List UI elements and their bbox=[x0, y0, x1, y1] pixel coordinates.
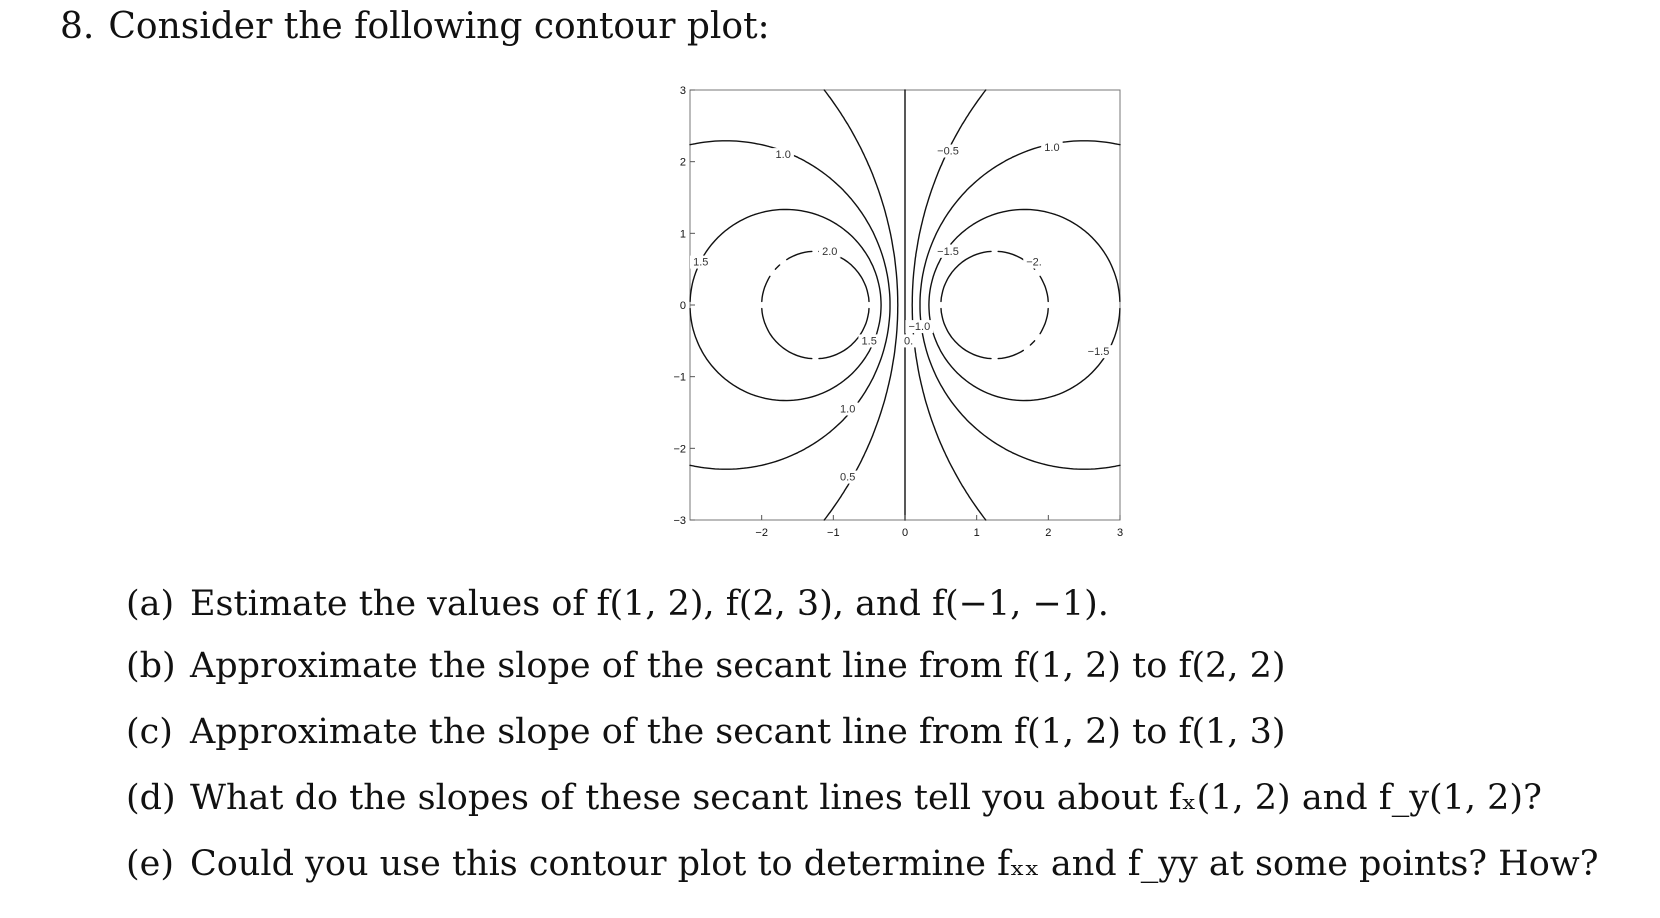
question-text: Approximate the slope of the secant line from f(1, 2) to f(1, 3) bbox=[190, 712, 1286, 752]
question-a bbox=[126, 584, 1109, 624]
question-text: Estimate the values of f(1, 2), f(2, 3), and f(−1, −1). bbox=[190, 584, 1109, 624]
x-tick-label: −2 bbox=[755, 527, 768, 539]
question-d bbox=[126, 778, 1542, 818]
x-tick-label: 0 bbox=[901, 527, 909, 539]
question-text: What do the slopes of these secant lines tell you about fₓ(1, 2) and f_y(1, 2)? bbox=[190, 778, 1542, 818]
contour-line bbox=[920, 141, 1120, 469]
question-text: Could you use this contour plot to determine fₓₓ and f_yy at some points? How? bbox=[190, 844, 1599, 884]
contour-label: −1.5 bbox=[937, 245, 959, 258]
question-c bbox=[126, 712, 1286, 752]
contour-label: 0. bbox=[903, 335, 914, 348]
y-tick-label: −2 bbox=[673, 443, 686, 456]
contour-label: 1.5 bbox=[861, 335, 877, 348]
contour-label: −2. bbox=[1026, 256, 1042, 269]
contour-line bbox=[690, 209, 881, 400]
x-tick-label: 3 bbox=[1116, 527, 1124, 539]
contour-label: −1.0 bbox=[908, 321, 931, 334]
question-b bbox=[126, 646, 1286, 686]
x-tick-label: −1 bbox=[827, 527, 840, 539]
question-label: (c) bbox=[126, 712, 173, 752]
question-label: (e) bbox=[126, 844, 175, 884]
contour-line bbox=[690, 141, 890, 469]
contour-level-labels bbox=[690, 141, 1113, 484]
contour-line bbox=[929, 209, 1120, 400]
problem-prompt: Consider the following contour plot: bbox=[108, 6, 770, 47]
question-label: (a) bbox=[126, 584, 175, 624]
contour-line bbox=[762, 251, 869, 358]
contour-label: 1.0 bbox=[840, 403, 856, 416]
contour-label: −1.5 bbox=[1087, 346, 1110, 359]
question-label: (b) bbox=[126, 646, 176, 686]
x-tick-label: 1 bbox=[973, 527, 980, 539]
contour-line bbox=[824, 90, 898, 520]
y-tick-label: 2 bbox=[679, 156, 686, 169]
y-tick-label: −3 bbox=[673, 515, 686, 527]
y-tick-label: 0 bbox=[679, 300, 686, 312]
contour-label: −0.5 bbox=[937, 145, 959, 158]
y-tick-label: −1 bbox=[673, 371, 686, 384]
x-tick-label: 2 bbox=[1045, 527, 1052, 539]
problem-number: 8. bbox=[60, 6, 95, 47]
contour-label: 0.5 bbox=[840, 471, 856, 484]
y-tick-label: 1 bbox=[679, 228, 686, 241]
contour-curves bbox=[690, 90, 1120, 520]
question-e bbox=[126, 844, 1599, 884]
contour-label: 2.0 bbox=[822, 245, 838, 258]
contour-label: 1.5 bbox=[693, 256, 709, 269]
contour-label: 1.0 bbox=[1044, 141, 1060, 154]
question-text: Approximate the slope of the secant line from f(1, 2) to f(2, 2) bbox=[190, 646, 1286, 686]
question-label: (d) bbox=[126, 778, 176, 818]
contour-label: 1.0 bbox=[775, 149, 791, 162]
y-tick-label: 3 bbox=[679, 85, 686, 97]
